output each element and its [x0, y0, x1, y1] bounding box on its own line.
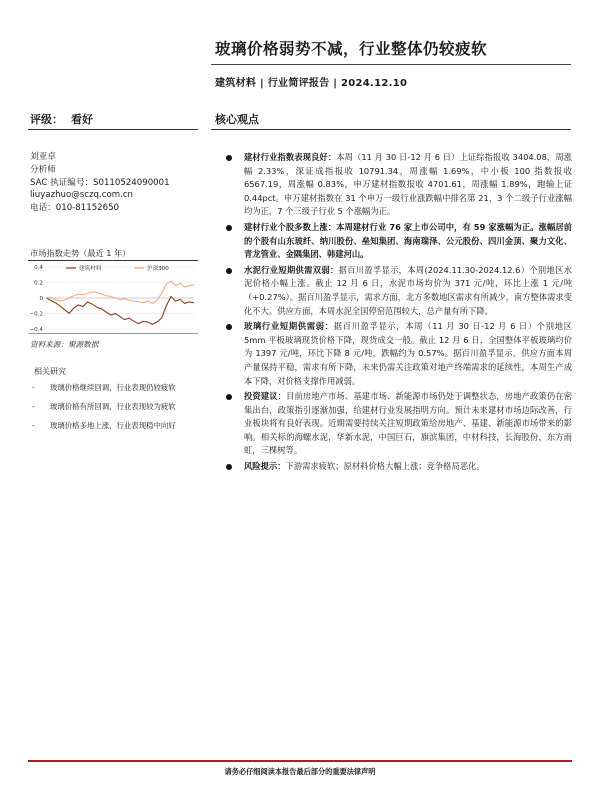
- legal-disclaimer: 请务必仔细阅读本报告最后部分的重要法律声明: [224, 767, 376, 776]
- analyst-sac: SAC 执证编号：S0110524090001: [30, 177, 170, 188]
- analyst-phone: 电话：010-81152650: [30, 203, 120, 214]
- analyst-name: 刘亚卓: [30, 152, 56, 162]
- rating-label: 评级：: [30, 113, 63, 126]
- rating-divider: [28, 129, 198, 130]
- legend-label: 建筑材料: [79, 266, 102, 272]
- core-point-investment: 投资建议：目前房地产市场、基建市场、新能源市场仍处于调整状态，房地产政策仍在密集出台，政策指引逐渐加强，给建材行业发展指明方向。预计未来建材市场边际改善，行业板块将有良好表现。近期需要持续关注短期政策给房地产、基建、新能源市场带来的影响。相关标的海螺水泥，华新水泥，中国巨石，旗滨集团，中材科技，长海股份，东方雨虹，三棵树等。: [226, 390, 572, 458]
- bullet-dot-icon: [226, 324, 232, 330]
- y-tick-label: 0.2: [34, 280, 43, 287]
- bullet-dot-icon: [226, 464, 232, 470]
- core-point-index: 建材行业指数表现良好：本周（11 月 30 日-12 月 6 日）上证综指报收 3404.08，周涨幅 2.33%，深证成指报收 10791.34，周涨幅 1.69%，中小板 100 指数报收 6567.19，周涨幅 0.83%，申万建材指数报收 4701.61，周涨幅 1.89%，跑输上证 0.44pct。申万建材指数在 31 个申万一级行业涨跌幅中排名第 21，3 个二级子行业涨幅均为正，7 个三级子行业 5 个涨幅为正。: [226, 151, 572, 219]
- legend-label: 沪深300: [147, 266, 169, 272]
- y-tick-label: −0.4: [29, 327, 43, 333]
- y-tick-label: −0.2: [29, 311, 43, 318]
- core-section-title: 核心观点: [215, 113, 259, 126]
- core-point-stocks: 建材行业个股多数上涨：本周建材行业 76 家上市公司中，有 59 家涨幅为正。涨幅居前的个股有山东玻纤、纳川股份、垒知集团、海南瑞泽、公元股份、四川金顶、聚力文化、青龙管业、金隅集团、韩建河山。: [226, 221, 572, 262]
- bullet-dash-icon: -: [32, 402, 35, 411]
- bullet-dot-icon: [226, 268, 232, 274]
- related-research-title: 相关研究: [34, 367, 66, 376]
- core-point-cement: 水泥行业短期供需双弱：据百川盈孚显示，本周(2024.11.30-2024.12.6）个别地区水泥价格小幅上涨。截止 12 月 6 日，水泥市场均价为 371 元/吨，环比上涨 1 元/吨（+0.27%）。据百川盈孚显示，需求方面，北方多数地区需求有所减少，南方整体需求变化不大。供应方面，本周水泥全国停窑范围较大，总产量有所下降。: [226, 264, 572, 318]
- bullet-dash-icon: -: [32, 421, 35, 430]
- analyst-block: [30, 151, 170, 215]
- bullet-dash-icon: -: [32, 383, 35, 392]
- core-point-risk: 风险提示：下游需求疲软；原材料价格大幅上涨；竞争格局恶化。: [226, 460, 572, 474]
- chart-title: 市场指数走势（最近 1 年）: [30, 248, 131, 258]
- footer-divider: [28, 760, 572, 762]
- rating-block: [30, 111, 93, 127]
- rating-value: 看好: [71, 113, 93, 126]
- header-divider: [211, 64, 571, 65]
- core-points-list: [226, 151, 572, 476]
- research-item[interactable]: - 玻璃价格有所回调，行业表现较为疲软: [32, 402, 176, 411]
- chart-source: 资料来源：聚源数据: [30, 340, 99, 349]
- related-research-list: [30, 382, 200, 439]
- analyst-email[interactable]: liuyazhuo@sczq.com.cn: [30, 190, 133, 201]
- bullet-dot-icon: [226, 155, 232, 161]
- market-index-chart: [24, 261, 200, 333]
- analyst-role: 分析师: [30, 164, 56, 175]
- report-subtitle: 建筑材料 | 行业简评报告 | 2024.12.10: [215, 78, 408, 89]
- y-tick-label: 0: [39, 296, 43, 303]
- core-divider: [211, 129, 571, 130]
- y-tick-label: 0.4: [34, 265, 43, 272]
- research-item[interactable]: - 玻璃价格多地上涨，行业表现稳中向好: [32, 421, 176, 430]
- core-point-glass: 玻璃行业短期供需弱：据百川盈孚显示，本周（11 月 30 日-12 月 6 日）个别地区 5mm 平板玻璃现货价格下降，现货成交一般。截止 12 月 6 日，全国整体平板玻璃均价为 1397 元/吨，环比下降 8 元/吨，跌幅约为 0.57%。据百川盈孚显示，供应方面本周产量保持平稳，需求有所下降，未来仍需关注政策对地产终端需求的延续性，本周生产成本下降，对价格支撑作用减弱。: [226, 320, 572, 388]
- series-line-1: [46, 296, 194, 324]
- bullet-dot-icon: [226, 225, 232, 231]
- bullet-dot-icon: [226, 394, 232, 400]
- series-line-2: [46, 281, 194, 303]
- report-title: 玻璃价格弱势不减，行业整体仍较疲软: [215, 40, 488, 58]
- chart-bottom-divider: [28, 333, 198, 334]
- research-item[interactable]: - 玻璃价格继续回调，行业表现仍较疲软: [32, 383, 176, 392]
